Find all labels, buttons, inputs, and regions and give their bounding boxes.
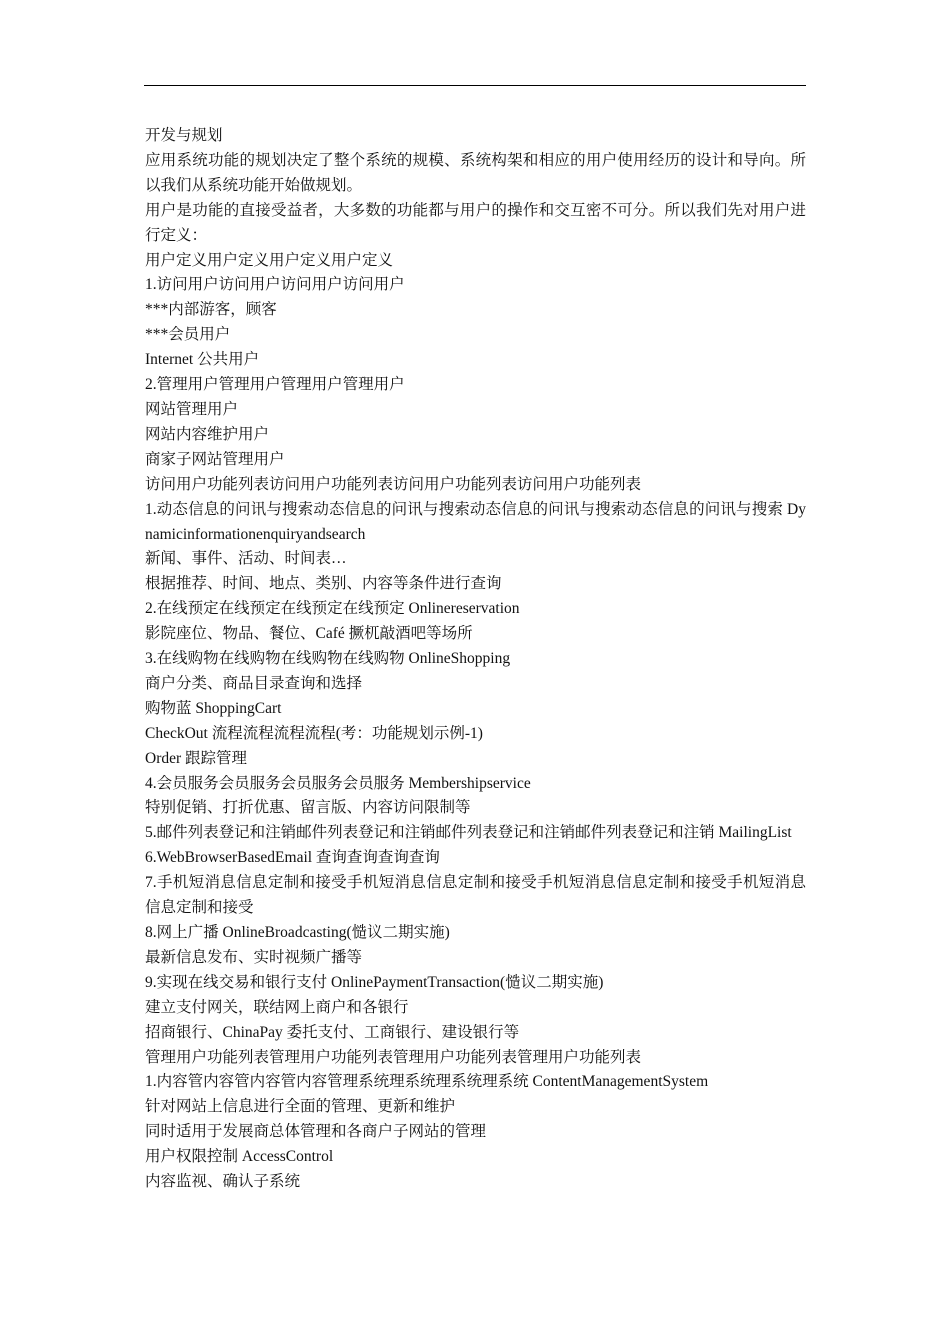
list-item: 根据推荐、时间、地点、类别、内容等条件进行查询 xyxy=(145,575,502,593)
list-item: ***会员用户 xyxy=(145,326,231,344)
list-item: 最新信息发布、实时视频广播等 xyxy=(145,948,363,966)
list-item: 用户权限控制 AccessControl xyxy=(145,1148,334,1166)
list-item: Order 跟踪管理 xyxy=(145,749,248,767)
paragraph: 应用系统功能的规划决定了整个系统的规模、系统构架和相应的用户使用经历的设计和导向。所以我们从系统功能开始做规划。 xyxy=(145,151,806,194)
list-item: 特别促销、打折优惠、留言版、内容访问限制等 xyxy=(145,799,471,817)
list-item: 同时适用于发展商总体管理和各商户子网站的管理 xyxy=(145,1123,487,1141)
list-item: 9.实现在线交易和银行支付 OnlinePaymentTransaction(慥议二期实施) xyxy=(145,973,604,991)
list-item: 网站内容维护用户 xyxy=(145,425,270,443)
list-item: 招商银行、ChinaPay 委托支付、工商银行、建设银行等 xyxy=(145,1023,520,1041)
list-item: 3.在线购物在线购物在线购物在线购物 OnlineShopping xyxy=(145,650,511,668)
paragraph: 用户是功能的直接受益者，大多数的功能都与用户的操作和交互密不可分。所以我们先对用户进行定义： xyxy=(145,201,806,244)
subheading: 管理用户功能列表管理用户功能列表管理用户功能列表管理用户功能列表 xyxy=(145,1048,642,1066)
list-item: 7.手机短消息信息定制和接受手机短消息信息定制和接受手机短消息信息定制和接受手机短消息信息定制和接受 xyxy=(145,874,806,917)
list-item: 新闻、事件、活动、时间表… xyxy=(145,550,347,568)
list-item: 1.访问用户访问用户访问用户访问用户 xyxy=(145,276,405,294)
list-item: 5.邮件列表登记和注销邮件列表登记和注销邮件列表登记和注销邮件列表登记和注销 MailingList xyxy=(145,824,792,842)
document-body xyxy=(145,124,806,1195)
list-item: 2.管理用户管理用户管理用户管理用户 xyxy=(145,376,405,394)
list-item: 建立支付网关，联结网上商户和各银行 xyxy=(145,998,409,1016)
list-item: 1.动态信息的问讯与搜索动态信息的问讯与搜索动态信息的问讯与搜索动态信息的问讯与搜索 Dynamicinformationenquiryandsearch xyxy=(145,500,806,543)
list-item: 内容监视、确认子系统 xyxy=(145,1173,301,1191)
list-item: 购物蓝 ShoppingCart xyxy=(145,699,282,717)
list-item: 网站管理用户 xyxy=(145,400,239,418)
list-item: 1.内容管内容管内容管内容管理系统理系统理系统理系统 ContentManagementSystem xyxy=(145,1073,709,1091)
subheading: 访问用户功能列表访问用户功能列表访问用户功能列表访问用户功能列表 xyxy=(145,475,642,493)
list-item: 商家子网站管理用户 xyxy=(145,450,285,468)
list-item: CheckOut 流程流程流程流程(考：功能规划示例-1) xyxy=(145,724,483,742)
list-item: 针对网站上信息进行全面的管理、更新和维护 xyxy=(145,1098,456,1116)
header-rule xyxy=(144,85,806,86)
subheading: 用户定义用户定义用户定义用户定义 xyxy=(145,251,394,269)
list-item: 4.会员服务会员服务会员服务会员服务 Membershipservice xyxy=(145,774,531,792)
list-item: 影院座位、物品、餐位、Café 撅杌敲酒吧等场所 xyxy=(145,625,473,643)
section-heading: 开发与规划 xyxy=(145,127,223,144)
list-item: 2.在线预定在线预定在线预定在线预定 Onlinereservation xyxy=(145,600,520,618)
list-item: 8.网上广播 OnlineBroadcasting(慥议二期实施) xyxy=(145,924,450,941)
list-item: 6.WebBrowserBasedEmail 查询查询查询查询 xyxy=(145,849,440,867)
list-item: 商户分类、商品目录查询和选择 xyxy=(145,674,363,692)
list-item: Internet 公共用户 xyxy=(145,351,260,369)
list-item: ***内部游客，顾客 xyxy=(145,301,277,319)
